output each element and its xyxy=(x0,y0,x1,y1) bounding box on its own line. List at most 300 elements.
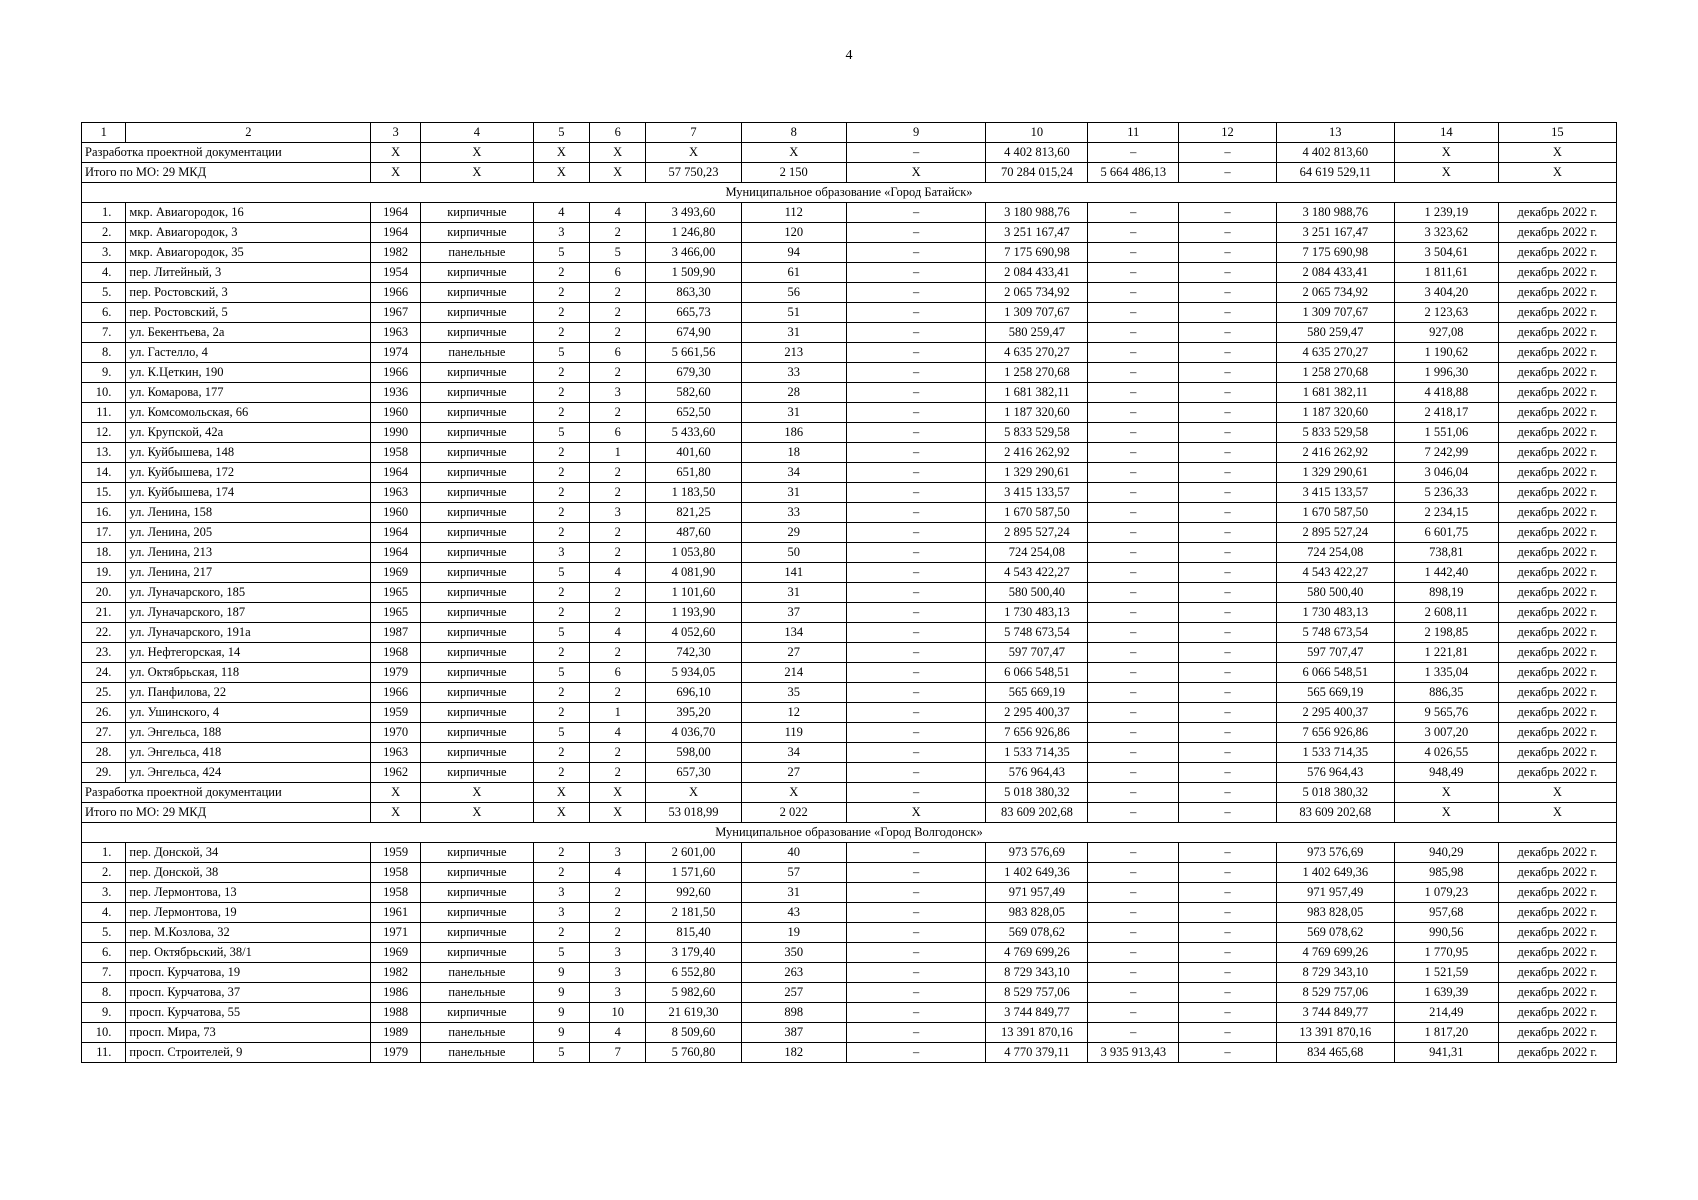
table-cell: 1961 xyxy=(371,903,421,923)
column-number-cell: 6 xyxy=(590,123,646,143)
row-number: 21. xyxy=(82,603,126,623)
table-cell: 51 xyxy=(741,303,846,323)
table-cell: 1 402 649,36 xyxy=(1276,863,1394,883)
summary-row xyxy=(82,783,1617,803)
table-cell: – xyxy=(846,1043,986,1063)
row-number: 28. xyxy=(82,743,126,763)
table-cell: 1988 xyxy=(371,1003,421,1023)
table-cell: 2 123,63 xyxy=(1394,303,1498,323)
table-cell: 6 xyxy=(590,343,646,363)
table-cell: – xyxy=(846,283,986,303)
table-cell: 1 681 382,11 xyxy=(986,383,1088,403)
row-number: 10. xyxy=(82,383,126,403)
table-cell: 5 433,60 xyxy=(646,423,741,443)
table-row xyxy=(82,263,1617,283)
table-cell: – xyxy=(1088,543,1179,563)
summary-label: Разработка проектной документации xyxy=(82,143,371,163)
table-body xyxy=(82,123,1617,1063)
row-number: 25. xyxy=(82,683,126,703)
table-cell: кирпичные xyxy=(421,503,534,523)
table-cell: – xyxy=(846,323,986,343)
table-row xyxy=(82,243,1617,263)
table-cell: 2 xyxy=(533,503,589,523)
row-number: 13. xyxy=(82,443,126,463)
table-row xyxy=(82,663,1617,683)
table-cell: – xyxy=(1088,583,1179,603)
address-cell: просп. Курчатова, 19 xyxy=(126,963,371,983)
table-cell: 2 xyxy=(590,223,646,243)
row-number: 24. xyxy=(82,663,126,683)
table-row xyxy=(82,863,1617,883)
address-cell: просп. Мира, 73 xyxy=(126,1023,371,1043)
table-cell: кирпичные xyxy=(421,723,534,743)
table-cell: – xyxy=(1179,263,1276,283)
table-cell: – xyxy=(1179,463,1276,483)
table-cell: – xyxy=(846,563,986,583)
summary-cell: X xyxy=(371,143,421,163)
table-cell: 565 669,19 xyxy=(1276,683,1394,703)
address-cell: ул. Энгельса, 418 xyxy=(126,743,371,763)
table-cell: 863,30 xyxy=(646,283,741,303)
table-cell: 742,30 xyxy=(646,643,741,663)
table-cell: 3 415 133,57 xyxy=(1276,483,1394,503)
table-cell: 652,50 xyxy=(646,403,741,423)
table-cell: 134 xyxy=(741,623,846,643)
table-cell: – xyxy=(1088,223,1179,243)
address-cell: ул. Ушинского, 4 xyxy=(126,703,371,723)
column-number-cell: 8 xyxy=(741,123,846,143)
summary-cell: X xyxy=(1394,163,1498,183)
table-cell: 9 565,76 xyxy=(1394,703,1498,723)
table-cell: 2 608,11 xyxy=(1394,603,1498,623)
table-cell: 5 xyxy=(590,243,646,263)
row-number: 5. xyxy=(82,283,126,303)
table-cell: 1 817,20 xyxy=(1394,1023,1498,1043)
table-cell: 4 770 379,11 xyxy=(986,1043,1088,1063)
summary-cell: X xyxy=(371,163,421,183)
table-cell: – xyxy=(1179,503,1276,523)
table-cell: кирпичные xyxy=(421,863,534,883)
table-cell: 657,30 xyxy=(646,763,741,783)
table-cell: 8 529 757,06 xyxy=(986,983,1088,1003)
row-number: 16. xyxy=(82,503,126,523)
table-cell: 7 175 690,98 xyxy=(1276,243,1394,263)
table-cell: – xyxy=(1088,963,1179,983)
table-row xyxy=(82,283,1617,303)
table-cell: – xyxy=(1088,703,1179,723)
summary-cell: – xyxy=(1179,163,1276,183)
table-cell: 580 259,47 xyxy=(1276,323,1394,343)
row-number: 9. xyxy=(82,1003,126,1023)
column-number-cell: 11 xyxy=(1088,123,1179,143)
table-cell: – xyxy=(1088,623,1179,643)
table-cell: 1966 xyxy=(371,363,421,383)
table-cell: 2 xyxy=(533,323,589,343)
table-cell: кирпичные xyxy=(421,543,534,563)
table-cell: 1 533 714,35 xyxy=(986,743,1088,763)
row-number: 10. xyxy=(82,1023,126,1043)
table-row xyxy=(82,463,1617,483)
table-cell: 834 465,68 xyxy=(1276,1043,1394,1063)
summary-cell: 70 284 015,24 xyxy=(986,163,1088,183)
table-cell: 2 xyxy=(533,703,589,723)
table-cell: 3 xyxy=(533,543,589,563)
table-cell: 120 xyxy=(741,223,846,243)
table-cell: кирпичные xyxy=(421,743,534,763)
table-cell: декабрь 2022 г. xyxy=(1498,663,1616,683)
table-cell: 8 509,60 xyxy=(646,1023,741,1043)
summary-cell: X xyxy=(590,143,646,163)
column-number-cell: 10 xyxy=(986,123,1088,143)
table-row xyxy=(82,203,1617,223)
table-cell: – xyxy=(1179,963,1276,983)
table-cell: 821,25 xyxy=(646,503,741,523)
summary-cell: X xyxy=(646,143,741,163)
table-cell: 1963 xyxy=(371,743,421,763)
address-cell: ул. Луначарского, 191а xyxy=(126,623,371,643)
table-cell: – xyxy=(1088,363,1179,383)
table-cell: 1954 xyxy=(371,263,421,283)
table-cell: 4 026,55 xyxy=(1394,743,1498,763)
table-cell: 898 xyxy=(741,1003,846,1023)
table-cell: 3 xyxy=(533,223,589,243)
table-cell: кирпичные xyxy=(421,843,534,863)
summary-cell: X xyxy=(846,163,986,183)
table-cell: – xyxy=(1088,863,1179,883)
table-cell: 3 251 167,47 xyxy=(1276,223,1394,243)
table-cell: кирпичные xyxy=(421,443,534,463)
table-cell: 2 xyxy=(590,463,646,483)
summary-cell: X xyxy=(590,163,646,183)
table-cell: 2 xyxy=(590,583,646,603)
table-cell: – xyxy=(1088,763,1179,783)
summary-cell: X xyxy=(421,803,534,823)
table-cell: – xyxy=(846,1023,986,1043)
table-cell: 7 656 926,86 xyxy=(1276,723,1394,743)
table-cell: 2 895 527,24 xyxy=(1276,523,1394,543)
address-cell: пер. Лермонтова, 13 xyxy=(126,883,371,903)
address-cell: ул. Ленина, 205 xyxy=(126,523,371,543)
summary-cell: X xyxy=(741,143,846,163)
table-cell: 815,40 xyxy=(646,923,741,943)
table-row xyxy=(82,1003,1617,1023)
table-cell: 3 046,04 xyxy=(1394,463,1498,483)
table-cell: 3 935 913,43 xyxy=(1088,1043,1179,1063)
table-cell: 3 180 988,76 xyxy=(986,203,1088,223)
table-cell: 182 xyxy=(741,1043,846,1063)
table-cell: 487,60 xyxy=(646,523,741,543)
summary-cell: X xyxy=(533,803,589,823)
table-cell: 898,19 xyxy=(1394,583,1498,603)
table-row xyxy=(82,683,1617,703)
table-cell: 1 329 290,61 xyxy=(1276,463,1394,483)
table-cell: 28 xyxy=(741,383,846,403)
table-cell: декабрь 2022 г. xyxy=(1498,743,1616,763)
summary-cell: 83 609 202,68 xyxy=(1276,803,1394,823)
table-cell: – xyxy=(1088,883,1179,903)
table-cell: 4 635 270,27 xyxy=(986,343,1088,363)
table-cell: 1 309 707,67 xyxy=(986,303,1088,323)
table-row xyxy=(82,403,1617,423)
table-row xyxy=(82,643,1617,663)
table-cell: 1968 xyxy=(371,643,421,663)
row-number: 11. xyxy=(82,403,126,423)
table-cell: 3 xyxy=(590,983,646,1003)
table-cell: 1966 xyxy=(371,683,421,703)
table-cell: 21 619,30 xyxy=(646,1003,741,1023)
table-cell: декабрь 2022 г. xyxy=(1498,683,1616,703)
row-number: 14. xyxy=(82,463,126,483)
summary-cell: X xyxy=(371,803,421,823)
table-cell: декабрь 2022 г. xyxy=(1498,643,1616,663)
table-cell: – xyxy=(846,903,986,923)
table-cell: 1 258 270,68 xyxy=(986,363,1088,383)
table-cell: 971 957,49 xyxy=(1276,883,1394,903)
table-cell: 4 769 699,26 xyxy=(986,943,1088,963)
address-cell: ул. К.Цеткин, 190 xyxy=(126,363,371,383)
table-cell: кирпичные xyxy=(421,703,534,723)
table-cell: 1 079,23 xyxy=(1394,883,1498,903)
table-cell: 3 323,62 xyxy=(1394,223,1498,243)
column-number-cell: 14 xyxy=(1394,123,1498,143)
table-row xyxy=(82,723,1617,743)
summary-cell: – xyxy=(846,783,986,803)
table-cell: 2 084 433,41 xyxy=(986,263,1088,283)
table-cell: 1958 xyxy=(371,863,421,883)
table-cell: декабрь 2022 г. xyxy=(1498,883,1616,903)
summary-cell: X xyxy=(590,803,646,823)
table-cell: – xyxy=(1088,903,1179,923)
row-number: 7. xyxy=(82,963,126,983)
table-cell: 213 xyxy=(741,343,846,363)
column-number-cell: 5 xyxy=(533,123,589,143)
table-row xyxy=(82,423,1617,443)
table-cell: – xyxy=(1088,643,1179,663)
table-cell: 2 198,85 xyxy=(1394,623,1498,643)
table-cell: кирпичные xyxy=(421,283,534,303)
table-cell: 983 828,05 xyxy=(986,903,1088,923)
table-cell: – xyxy=(846,423,986,443)
row-number: 8. xyxy=(82,343,126,363)
table-cell: декабрь 2022 г. xyxy=(1498,363,1616,383)
table-cell: 1936 xyxy=(371,383,421,403)
table-cell: 3 504,61 xyxy=(1394,243,1498,263)
table-cell: кирпичные xyxy=(421,263,534,283)
table-cell: 724 254,08 xyxy=(1276,543,1394,563)
summary-cell: X xyxy=(590,783,646,803)
row-number: 2. xyxy=(82,863,126,883)
row-number: 11. xyxy=(82,1043,126,1063)
table-cell: 2 065 734,92 xyxy=(986,283,1088,303)
table-cell: 2 xyxy=(533,643,589,663)
table-cell: 1 670 587,50 xyxy=(1276,503,1394,523)
row-number: 26. xyxy=(82,703,126,723)
summary-row xyxy=(82,143,1617,163)
table-cell: 2 xyxy=(590,363,646,383)
table-cell: декабрь 2022 г. xyxy=(1498,723,1616,743)
table-cell: панельные xyxy=(421,983,534,1003)
table-cell: – xyxy=(1088,683,1179,703)
table-cell: 3 180 988,76 xyxy=(1276,203,1394,223)
table-cell: 4 036,70 xyxy=(646,723,741,743)
address-cell: ул. Энгельса, 424 xyxy=(126,763,371,783)
table-cell: – xyxy=(1179,943,1276,963)
table-cell: – xyxy=(1179,203,1276,223)
address-cell: ул. Луначарского, 187 xyxy=(126,603,371,623)
table-cell: 31 xyxy=(741,883,846,903)
table-cell: кирпичные xyxy=(421,363,534,383)
table-cell: – xyxy=(846,223,986,243)
table-cell: 401,60 xyxy=(646,443,741,463)
summary-cell: 5 664 486,13 xyxy=(1088,163,1179,183)
table-cell: 43 xyxy=(741,903,846,923)
summary-cell: 57 750,23 xyxy=(646,163,741,183)
table-row xyxy=(82,903,1617,923)
table-cell: 1 190,62 xyxy=(1394,343,1498,363)
table-cell: 2 xyxy=(590,483,646,503)
table-row xyxy=(82,523,1617,543)
column-number-cell: 15 xyxy=(1498,123,1616,143)
table-cell: 582,60 xyxy=(646,383,741,403)
table-cell: кирпичные xyxy=(421,203,534,223)
table-cell: 31 xyxy=(741,323,846,343)
address-cell: ул. Комарова, 177 xyxy=(126,383,371,403)
table-cell: 665,73 xyxy=(646,303,741,323)
table-cell: декабрь 2022 г. xyxy=(1498,603,1616,623)
table-cell: декабрь 2022 г. xyxy=(1498,203,1616,223)
table-cell: – xyxy=(1179,703,1276,723)
table-cell: 2 xyxy=(590,683,646,703)
table-cell: 985,98 xyxy=(1394,863,1498,883)
table-cell: кирпичные xyxy=(421,563,534,583)
table-cell: 1989 xyxy=(371,1023,421,1043)
table-cell: – xyxy=(1179,583,1276,603)
table-cell: – xyxy=(1088,263,1179,283)
table-cell: – xyxy=(1179,483,1276,503)
table-cell: – xyxy=(1088,523,1179,543)
table-cell: 5 xyxy=(533,723,589,743)
table-cell: 8 529 757,06 xyxy=(1276,983,1394,1003)
table-cell: 2 181,50 xyxy=(646,903,741,923)
table-cell: кирпичные xyxy=(421,903,534,923)
row-number: 6. xyxy=(82,303,126,323)
table-cell: 1964 xyxy=(371,463,421,483)
table-cell: 1 639,39 xyxy=(1394,983,1498,1003)
table-cell: 6 601,75 xyxy=(1394,523,1498,543)
table-cell: – xyxy=(1088,343,1179,363)
table-cell: 29 xyxy=(741,523,846,543)
table-cell: декабрь 2022 г. xyxy=(1498,903,1616,923)
table-cell: 5 934,05 xyxy=(646,663,741,683)
address-cell: пер. Лермонтова, 19 xyxy=(126,903,371,923)
table-row xyxy=(82,923,1617,943)
column-number-cell: 13 xyxy=(1276,123,1394,143)
table-cell: – xyxy=(1088,303,1179,323)
table-cell: 973 576,69 xyxy=(986,843,1088,863)
table-cell: 31 xyxy=(741,583,846,603)
table-cell: 3 493,60 xyxy=(646,203,741,223)
summary-cell: – xyxy=(1088,803,1179,823)
row-number: 6. xyxy=(82,943,126,963)
table-cell: 674,90 xyxy=(646,323,741,343)
table-cell: кирпичные xyxy=(421,763,534,783)
table-cell: – xyxy=(1088,403,1179,423)
address-cell: ул. Комсомольская, 66 xyxy=(126,403,371,423)
table-cell: – xyxy=(846,583,986,603)
table-cell: декабрь 2022 г. xyxy=(1498,1043,1616,1063)
table-cell: 1963 xyxy=(371,483,421,503)
table-cell: – xyxy=(1088,243,1179,263)
table-cell: 3 404,20 xyxy=(1394,283,1498,303)
table-cell: кирпичные xyxy=(421,663,534,683)
table-cell: 1 811,61 xyxy=(1394,263,1498,283)
table-cell: – xyxy=(846,343,986,363)
table-cell: – xyxy=(1179,363,1276,383)
table-cell: 1 521,59 xyxy=(1394,963,1498,983)
table-cell: 119 xyxy=(741,723,846,743)
table-cell: 4 xyxy=(590,723,646,743)
table-cell: 214,49 xyxy=(1394,1003,1498,1023)
table-cell: – xyxy=(1179,923,1276,943)
table-cell: 990,56 xyxy=(1394,923,1498,943)
summary-cell: X xyxy=(1498,783,1616,803)
summary-cell: 2 150 xyxy=(741,163,846,183)
table-cell: 4 769 699,26 xyxy=(1276,943,1394,963)
row-number: 19. xyxy=(82,563,126,583)
table-cell: 1 187 320,60 xyxy=(1276,403,1394,423)
table-cell: кирпичные xyxy=(421,403,534,423)
table-cell: кирпичные xyxy=(421,323,534,343)
table-cell: 6 xyxy=(590,663,646,683)
summary-cell: – xyxy=(1179,803,1276,823)
table-row xyxy=(82,963,1617,983)
table-cell: 1 258 270,68 xyxy=(1276,363,1394,383)
table-cell: 1 xyxy=(590,703,646,723)
table-cell: 2 xyxy=(533,583,589,603)
column-number-cell: 2 xyxy=(126,123,371,143)
table-cell: 7 xyxy=(590,1043,646,1063)
table-cell: 580 500,40 xyxy=(1276,583,1394,603)
table-cell: 738,81 xyxy=(1394,543,1498,563)
table-cell: 2 xyxy=(590,523,646,543)
table-cell: – xyxy=(846,603,986,623)
table-cell: 1 730 483,13 xyxy=(1276,603,1394,623)
table-cell: – xyxy=(846,263,986,283)
summary-cell: X xyxy=(1498,803,1616,823)
table-cell: 569 078,62 xyxy=(986,923,1088,943)
table-cell: 1960 xyxy=(371,503,421,523)
table-cell: 2 xyxy=(533,843,589,863)
table-cell: 4 635 270,27 xyxy=(1276,343,1394,363)
table-cell: 1959 xyxy=(371,703,421,723)
table-cell: – xyxy=(1088,203,1179,223)
table-cell: панельные xyxy=(421,243,534,263)
table-cell: 1962 xyxy=(371,763,421,783)
table-cell: 1 335,04 xyxy=(1394,663,1498,683)
table-cell: 12 xyxy=(741,703,846,723)
table-cell: 1964 xyxy=(371,223,421,243)
table-cell: 3 251 167,47 xyxy=(986,223,1088,243)
table-cell: 2 xyxy=(533,483,589,503)
table-cell: 7 175 690,98 xyxy=(986,243,1088,263)
table-cell: 2 xyxy=(590,323,646,343)
table-cell: 3 xyxy=(533,903,589,923)
table-cell: 957,68 xyxy=(1394,903,1498,923)
row-number: 20. xyxy=(82,583,126,603)
table-row xyxy=(82,343,1617,363)
table-cell: – xyxy=(1179,683,1276,703)
table-cell: 4 xyxy=(533,203,589,223)
